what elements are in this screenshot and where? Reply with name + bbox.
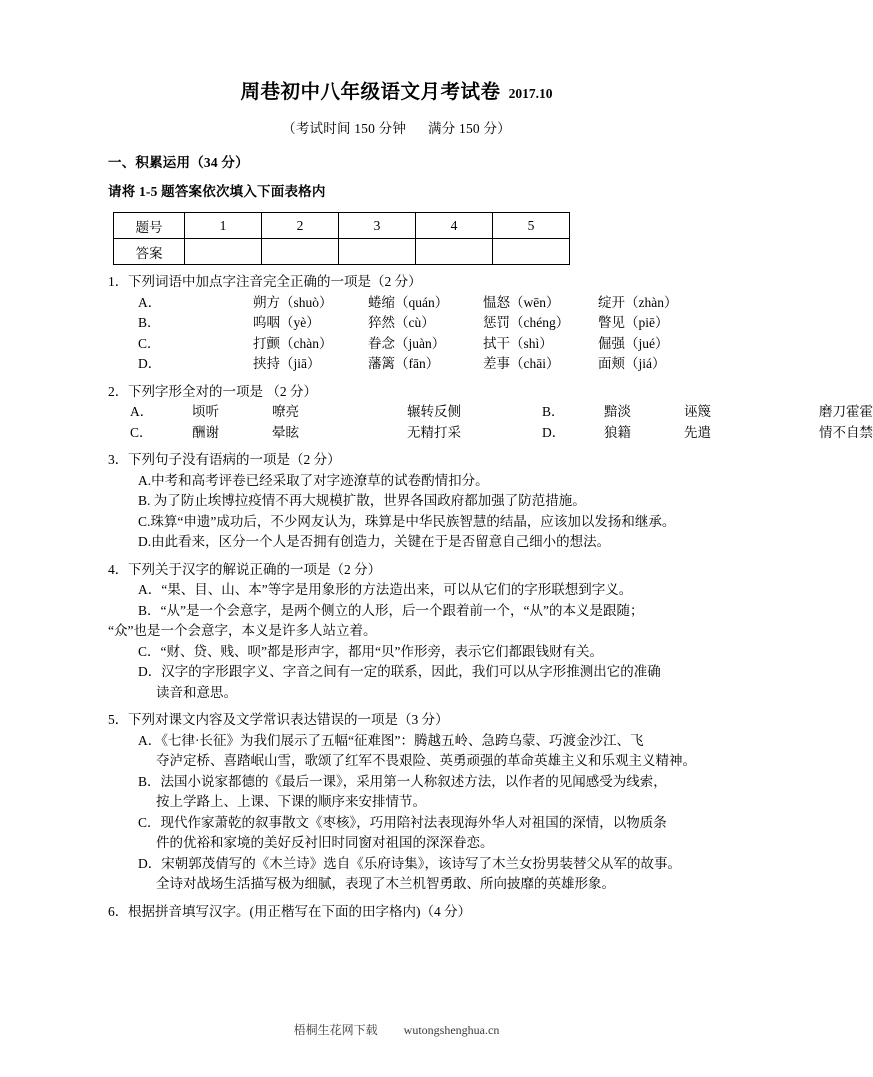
exam-duration: （考试时间 150 分钟 (282, 121, 407, 136)
question-2-row-1[interactable] (130, 402, 873, 423)
question-2-row-2-right-word-3: 情不自禁 (819, 424, 873, 440)
question-4-option-d-cont: 读音和意思。 (156, 684, 237, 700)
question-2-row-2-right-label: D． (542, 424, 566, 440)
option-b-item-3: 惩罚（chéng） (483, 315, 570, 330)
option-d-item-1: 挟持（jiā） (253, 356, 321, 371)
question-2-stem (108, 382, 733, 403)
question-2-row-2[interactable] (130, 423, 873, 444)
question-6-number: 6． (108, 903, 129, 919)
question-5-number: 5． (108, 712, 129, 727)
question-2-row-1-right-word-3: 磨刀霍霍 (819, 404, 873, 419)
question-5-option-d[interactable]: D．宋朝郭茂倩写的《木兰诗》选自《乐府诗集》，该诗写了木兰女扮男装替父从军的故事。 (138, 855, 681, 871)
question-1-number: 1． (108, 274, 129, 289)
question-4-number: 4． (108, 561, 129, 577)
section-instruction: 请将 1-5 题答案依次填入下面表格内 (108, 184, 326, 199)
question-3-option-a[interactable]: A.中考和高考评卷已经采取了对字迹潦草的试卷酌情扣分。 (138, 472, 489, 488)
question-4-option-b[interactable]: B．“从”是一个会意字，是两个侧立的人形，后一个跟着前一个，“从”的本义是跟随； (138, 602, 644, 618)
question-2-row-1-left-word-2: 嘹亮 (272, 404, 299, 419)
option-c-item-4: 倔强（jué） (598, 335, 669, 351)
option-a-item-2: 蜷缩（quán） (368, 294, 449, 310)
question-4-text: 下列关于汉字的解说正确的一项是（2 分） (128, 561, 382, 577)
question-2-number: 2． (108, 383, 129, 399)
table-header-answer: 答案 (114, 239, 185, 265)
question-3-stem (108, 450, 733, 471)
option-a-item-3: 愠怒（wēn） (483, 294, 560, 310)
option-a-item-4: 绽开（zhàn） (598, 294, 678, 310)
question-2-row-1-left-label: A． (130, 404, 154, 419)
question-6 (108, 902, 733, 923)
exam-subtitle (0, 117, 793, 137)
answer-cell-q4[interactable] (416, 239, 493, 265)
question-1-option-a[interactable] (138, 293, 733, 314)
question-3-option-c[interactable]: C.珠算“申遗”成功后，不少网友认为，珠算是中华民族智慧的结晶，应该加以发扬和继承。 (138, 513, 676, 529)
table-cell-q4: 4 (416, 213, 493, 239)
question-4-stem (108, 560, 733, 581)
answer-cell-q5[interactable] (493, 239, 570, 265)
question-2 (108, 382, 873, 444)
question-3-number: 3． (108, 452, 129, 467)
option-a-item-1: 朔方（shuò） (253, 294, 333, 310)
footer-watermark (0, 1021, 793, 1038)
option-d-item-2: 藩篱（fān） (368, 356, 440, 371)
exam-date: 2017.10 (508, 86, 553, 101)
exam-body (0, 151, 873, 922)
exam-paper-page (0, 76, 873, 1077)
option-b-label: B． (138, 315, 161, 330)
option-d-item-3: 差事（chāi） (483, 356, 560, 371)
question-2-text: 下列字形全对的一项是 （2 分） (128, 383, 317, 399)
table-cell-q1: 1 (185, 213, 262, 239)
footer-site-name: 梧桐生花网下载 (293, 1023, 378, 1037)
footer-site-url: wutongshenghua.cn (403, 1023, 500, 1037)
exam-total-score: 满分 150 分） (428, 121, 511, 136)
table-row-answers (114, 239, 570, 265)
question-5-option-b-cont: 按上学路上、上课、下课的顺序来安排情节。 (156, 794, 426, 809)
answer-cell-q3[interactable] (339, 239, 416, 265)
question-3-option-b[interactable]: B. 为了防止埃博拉疫情不再大规模扩散，世界各国政府都加强了防范措施。 (138, 493, 586, 508)
question-2-row-1-right-word-2: 诬篾 (684, 404, 711, 419)
question-2-row-1-left-word-1: 顷听 (192, 404, 219, 419)
title-block (0, 76, 793, 104)
question-6-text: 根据拼音填写汉字。(用正楷写在下面的田字格内)（4 分） (128, 903, 472, 919)
question-3-text: 下列句子没有语病的一项是（2 分） (128, 452, 341, 467)
question-4-option-a[interactable]: A．“果、目、山、本”等字是用象形的方法造出来，可以从它们的字形联想到字义。 (138, 582, 633, 597)
question-5 (108, 710, 733, 895)
section-heading: 一、积累运用（34 分） (108, 155, 249, 170)
question-4 (108, 560, 733, 704)
table-row-numbers (114, 213, 570, 239)
table-cell-q3: 3 (339, 213, 416, 239)
question-2-row-1-left-word-3: 辗转反侧 (407, 404, 461, 419)
question-4-option-b-cont: “众”也是一个会意字，本义是许多人站立着。 (108, 623, 377, 638)
question-2-row-1-right-label: B． (542, 404, 565, 419)
option-c-item-1: 打颤（chàn） (253, 335, 333, 351)
question-5-stem (108, 710, 733, 731)
option-b-item-1: 呜咽（yè） (253, 315, 320, 330)
option-b-item-4: 瞥见（piē） (598, 315, 669, 330)
question-1-option-b[interactable] (138, 313, 733, 334)
option-d-item-4: 面颊（jiá） (598, 356, 666, 371)
option-c-item-3: 拭干（shì） (483, 335, 553, 351)
question-1-option-c[interactable] (138, 334, 733, 355)
table-cell-q5: 5 (493, 213, 570, 239)
option-b-item-2: 猝然（cù） (368, 315, 435, 330)
question-2-row-1-right-word-1: 黯淡 (604, 404, 631, 419)
table-header-question-no: 题号 (114, 213, 185, 239)
question-2-row-2-right-word-2: 先遣 (684, 424, 711, 440)
question-1-text: 下列词语中加点字注音完全正确的一项是（2 分） (128, 274, 422, 289)
question-3-option-d[interactable]: D.由此看来，区分一个人是否拥有创造力，关键在于是否留意自己细小的想法。 (138, 534, 611, 549)
question-1 (108, 272, 733, 375)
question-5-option-a[interactable]: A．《七律·长征》为我们展示了五幅“征难图”：腾越五岭、急跨乌蒙、巧渡金沙江、飞 (138, 732, 644, 748)
option-c-item-2: 眷念（juàn） (368, 335, 446, 351)
question-1-stem (108, 272, 733, 293)
question-4-option-c[interactable]: C．“财、贷、贱、呗”都是形声字，都用“贝”作形旁，表示它们都跟钱财有关。 (138, 643, 603, 659)
question-5-option-c-cont: 件的优裕和家境的美好反衬旧时同窗对祖国的深深眷恋。 (156, 835, 494, 850)
answer-table (113, 212, 570, 265)
question-2-row-2-left-word-1: 酬谢 (192, 424, 219, 440)
question-6-stem (108, 902, 733, 923)
option-d-label: D． (138, 356, 162, 371)
option-c-label: C． (138, 335, 161, 351)
answer-cell-q2[interactable] (262, 239, 339, 265)
question-2-row-2-left-word-3: 无精打采 (407, 424, 461, 440)
question-2-row-2-left-label: C． (130, 424, 153, 440)
question-5-option-c[interactable]: C．现代作家萧乾的叙事散文《枣核》，巧用陪衬法表现海外华人对祖国的深情，以物质条 (138, 814, 667, 830)
question-2-row-2-right-word-1: 狼籍 (604, 424, 631, 440)
page-title: 周巷初中八年级语文月考试卷 (240, 81, 501, 103)
question-5-option-d-cont: 全诗对战场生活描写极为细腻，表现了木兰机智勇敢、所向披靡的英雄形象。 (156, 876, 615, 891)
option-a-label: A． (138, 294, 162, 310)
question-5-option-a-cont: 夺泸定桥、喜踏岷山雪，歌颂了红军不畏艰险、英勇顽强的革命英雄主义和乐观主义精神。 (156, 753, 696, 768)
answer-cell-q1[interactable] (185, 239, 262, 265)
question-2-row-2-left-word-2: 晕眩 (272, 424, 299, 440)
question-3 (108, 450, 733, 553)
table-cell-q2: 2 (262, 213, 339, 239)
question-4-option-d[interactable]: D．汉字的字形跟字义、字音之间有一定的联系，因此，我们可以从字形推测出它的准确 (138, 664, 661, 679)
question-5-text: 下列对课文内容及文学常识表达错误的一项是（3 分） (128, 712, 449, 727)
question-1-option-d[interactable] (138, 354, 733, 375)
question-5-option-b[interactable]: B．法国小说家都德的《最后一课》，采用第一人称叙述方法，以作者的见闻感受为线索， (138, 773, 667, 789)
